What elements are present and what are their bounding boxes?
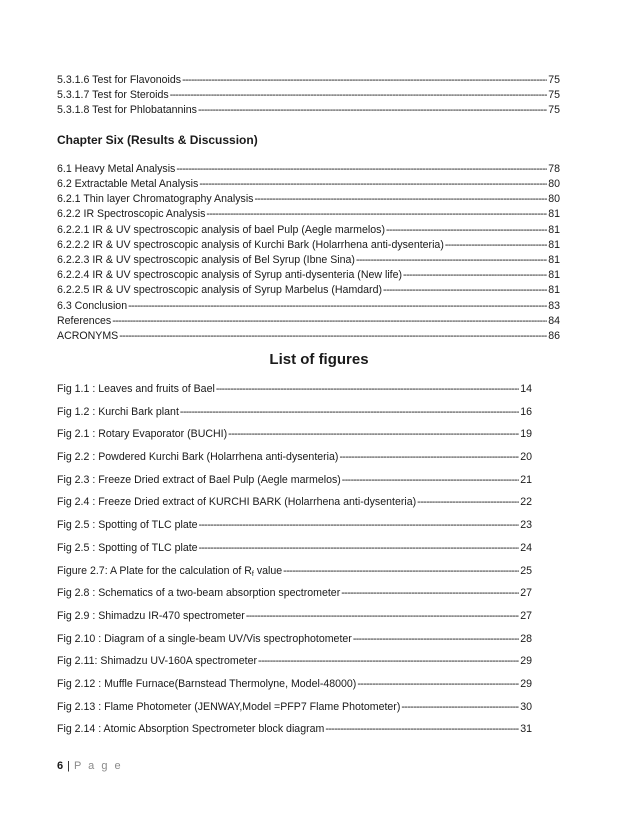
entry-page-number: 75: [548, 74, 560, 86]
page-footer: [57, 760, 123, 772]
figure-entry[interactable]: [57, 451, 532, 474]
entry-label: 5.3.1.6 Test for Flavonoids: [57, 74, 182, 86]
entry-label: Fig 2.3 : Freeze Dried extract of Bael Pulp (Aegle marmelos): [57, 473, 341, 486]
figure-entry[interactable]: [57, 542, 532, 565]
entry-page-number: 81: [548, 284, 560, 297]
entry-page-number: 75: [548, 104, 560, 117]
figure-entry[interactable]: [57, 406, 532, 429]
entry-page-number: 29: [520, 677, 532, 690]
dotted-leader: [198, 103, 547, 118]
entry-page-number: 81: [548, 269, 560, 282]
entry-label: Figure 2.7: A Plate for the calculation of Rf value: [57, 564, 283, 578]
entry-label: 6.2.2.2 IR & UV spectroscopic analysis of Kurchi Bark (Holarrhena anti-dysenteria): [57, 238, 444, 251]
dotted-leader: [182, 73, 547, 88]
entry-label: Fig 2.12 : Muffle Furnace(Barnstead Thermolyne, Model-48000): [57, 677, 357, 690]
figure-entry[interactable]: [57, 723, 532, 746]
dotted-leader: [199, 542, 520, 554]
entry-page-number: 19: [520, 428, 532, 441]
entry-label: 6.2.2.4 IR & UV spectroscopic analysis of Syrup anti-dysenteria (New life): [57, 269, 403, 282]
entry-page-number: 21: [520, 473, 532, 486]
dotted-leader: [342, 474, 519, 486]
toc-entry[interactable]: [57, 192, 560, 207]
entry-page-number: 22: [520, 496, 532, 509]
figure-entry[interactable]: [57, 701, 532, 724]
entry-label: Fig 2.4 : Freeze Dried extract of KURCHI BARK (Holarrhena anti-dysenteria): [57, 496, 417, 509]
toc-entry[interactable]: [57, 223, 560, 238]
entry-label: Fig 2.11: Shimadzu UV-160A spectrometer: [57, 655, 258, 668]
dotted-leader: [341, 587, 519, 599]
entry-page-number: 86: [548, 330, 560, 343]
entry-label: References: [57, 314, 112, 327]
figure-entry[interactable]: [57, 678, 532, 701]
page-word: P a g e: [73, 760, 123, 772]
entry-label: Fig 2.5 : Spotting of TLC plate: [57, 519, 198, 532]
entry-page-number: 81: [548, 238, 560, 251]
entry-page-number: 29: [520, 655, 532, 668]
entry-page-number: 27: [520, 609, 532, 622]
toc-entry[interactable]: [57, 238, 560, 253]
entry-label: 6.2.2.3 IR & UV spectroscopic analysis of Bel Syrup (Ibne Sina): [57, 254, 355, 267]
entry-label: 6.1 Heavy Metal Analysis: [57, 162, 176, 175]
toc-entry[interactable]: [57, 268, 560, 283]
dotted-leader: [401, 701, 519, 713]
toc-entry[interactable]: [57, 329, 560, 344]
entry-page-number: 31: [520, 723, 532, 736]
list-of-figures: [57, 383, 532, 746]
entry-page-number: 24: [520, 541, 532, 554]
footer-separator: |: [67, 760, 70, 772]
entry-label: 6.2.2 IR Spectroscopic Analysis: [57, 208, 206, 221]
entry-page-number: 27: [520, 587, 532, 600]
entry-label: Fig 2.8 : Schematics of a two-beam absorption spectrometer: [57, 587, 341, 600]
dotted-leader: [386, 223, 547, 238]
toc-entry[interactable]: [57, 299, 560, 314]
toc-entry[interactable]: [57, 283, 560, 298]
dotted-leader: [180, 406, 519, 418]
dotted-leader: [254, 192, 547, 207]
entry-label: 5.3.1.8 Test for Phlobatannins: [57, 104, 197, 117]
list-of-figures-heading: List of figures: [269, 351, 369, 368]
figure-entry[interactable]: [57, 610, 532, 633]
entry-page-number: 25: [520, 564, 532, 577]
toc-entry[interactable]: [57, 207, 560, 222]
toc-entry[interactable]: [57, 88, 560, 103]
entry-label: 5.3.1.7 Test for Steroids: [57, 89, 169, 102]
figure-entry[interactable]: [57, 633, 532, 656]
dotted-leader: [258, 655, 519, 667]
entry-page-number: 81: [548, 223, 560, 236]
entry-label: Fig 1.1 : Leaves and fruits of Bael: [57, 383, 215, 395]
entry-label: Fig 2.10 : Diagram of a single-beam UV/Vis spectrophotometer: [57, 632, 352, 645]
entry-label: 6.2.1 Thin layer Chromatography Analysis: [57, 193, 254, 206]
chapter-heading: Chapter Six (Results & Discussion): [57, 132, 258, 147]
entry-label: 6.2.2.1 IR & UV spectroscopic analysis of bael Pulp (Aegle marmelos): [57, 223, 385, 236]
entry-label: ACRONYMS: [57, 330, 119, 343]
dotted-leader: [357, 678, 519, 690]
dotted-leader: [383, 283, 547, 298]
entry-page-number: 83: [548, 299, 560, 312]
dotted-leader: [325, 723, 519, 735]
dotted-leader: [170, 88, 548, 103]
figure-entry[interactable]: [57, 519, 532, 542]
dotted-leader: [417, 496, 519, 508]
entry-page-number: 23: [520, 519, 532, 532]
toc-section-6: [57, 162, 560, 344]
toc-entry[interactable]: [57, 314, 560, 329]
figure-entry[interactable]: [57, 565, 532, 588]
dotted-leader: [356, 253, 547, 268]
dotted-leader: [283, 565, 519, 577]
dotted-leader: [353, 633, 519, 645]
subscript: f: [251, 570, 254, 578]
entry-page-number: 80: [548, 193, 560, 206]
dotted-leader: [176, 162, 547, 177]
entry-label: Fig 2.1 : Rotary Evaporator (BUCHI): [57, 428, 228, 441]
toc-entry[interactable]: [57, 162, 560, 177]
dotted-leader: [199, 177, 547, 192]
entry-page-number: 75: [548, 89, 560, 102]
dotted-leader: [228, 428, 519, 440]
entry-label: 6.2 Extractable Metal Analysis: [57, 178, 199, 191]
entry-label: 6.3 Conclusion: [57, 299, 128, 312]
dotted-leader: [246, 610, 519, 622]
figure-entry[interactable]: [57, 587, 532, 610]
dotted-leader: [206, 207, 547, 222]
table-of-contents: [57, 73, 560, 344]
entry-page-number: 20: [520, 451, 532, 464]
entry-page-number: 80: [548, 178, 560, 191]
entry-label: Fig 2.13 : Flame Photometer (JENWAY,Model =PFP7 Flame Photometer): [57, 700, 401, 713]
dotted-leader: [445, 238, 547, 253]
entry-label: 6.2.2.5 IR & UV spectroscopic analysis of Syrup Marbelus (Hamdard): [57, 284, 383, 297]
toc-entry[interactable]: [57, 177, 560, 192]
entry-label: Fig 2.2 : Powdered Kurchi Bark (Holarrhena anti-dysenteria): [57, 451, 339, 464]
entry-page-number: 14: [520, 383, 532, 395]
dotted-leader: [112, 314, 547, 329]
toc-section-5: [57, 73, 560, 119]
entry-label: Fig 2.5 : Spotting of TLC plate: [57, 541, 198, 554]
figure-entry[interactable]: [57, 383, 532, 406]
entry-page-number: 81: [548, 208, 560, 221]
entry-label: Fig 1.2 : Kurchi Bark plant: [57, 405, 179, 418]
page-number: 6: [57, 760, 64, 772]
entry-page-number: 28: [520, 632, 532, 645]
dotted-leader: [128, 299, 547, 314]
toc-entry[interactable]: [57, 253, 560, 268]
dotted-leader: [216, 383, 519, 395]
figure-entry[interactable]: [57, 496, 532, 519]
entry-label: Fig 2.9 : Shimadzu IR-470 spectrometer: [57, 609, 245, 622]
toc-entry[interactable]: [57, 103, 560, 118]
figure-entry[interactable]: [57, 474, 532, 497]
dotted-leader: [403, 268, 547, 283]
dotted-leader: [119, 329, 547, 344]
entry-page-number: 16: [520, 405, 532, 418]
dotted-leader: [339, 451, 519, 463]
figure-entry[interactable]: [57, 428, 532, 451]
toc-entry[interactable]: [57, 73, 560, 88]
entry-page-number: 78: [548, 162, 560, 175]
entry-page-number: 84: [548, 314, 560, 327]
dotted-leader: [199, 519, 520, 531]
figure-entry[interactable]: [57, 655, 532, 678]
entry-page-number: 30: [520, 700, 532, 713]
entry-page-number: 81: [548, 254, 560, 267]
entry-label: Fig 2.14 : Atomic Absorption Spectrometer block diagram: [57, 723, 325, 736]
